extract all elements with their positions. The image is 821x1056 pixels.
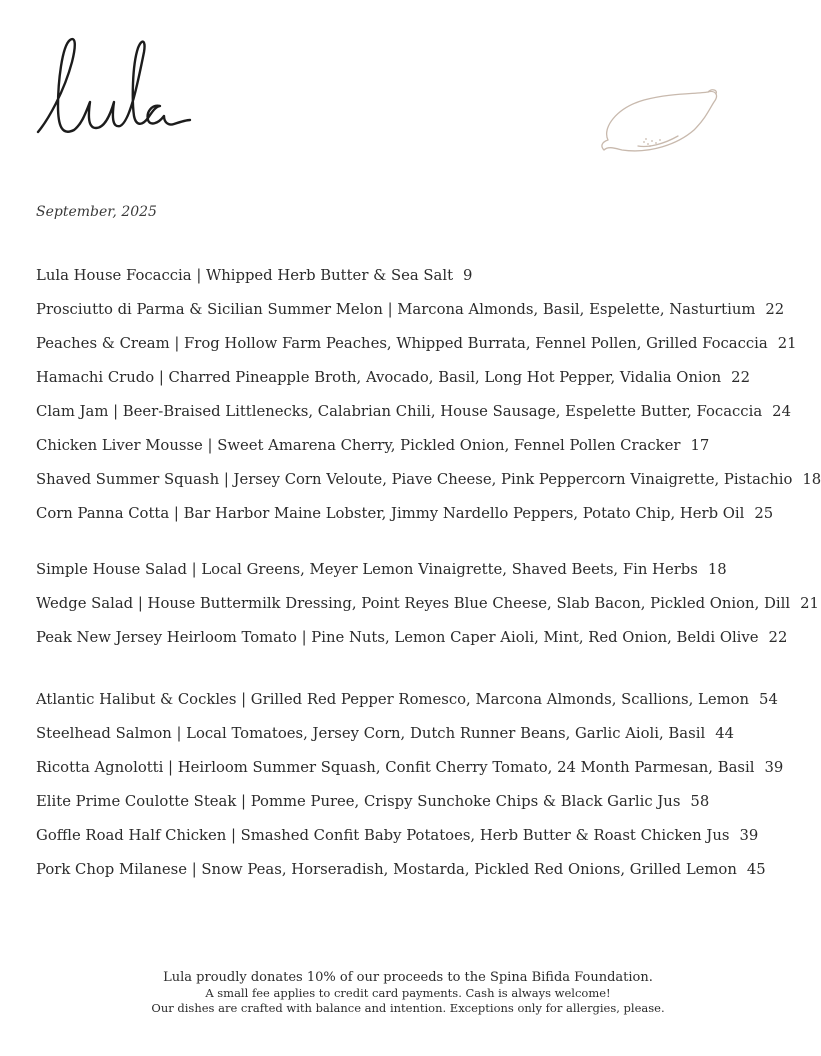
item-name: Pork Chop Milanese | Snow Peas, Horseradish, Mostarda, Pickled Red Onions, Grilled Lemon [36, 861, 737, 878]
menu-item [36, 826, 796, 860]
item-name: Peaches & Cream | Frog Hollow Farm Peaches, Whipped Burrata, Fennel Pollen, Grilled Focaccia [36, 335, 768, 352]
item-price: 54 [759, 691, 778, 708]
item-name: Ricotta Agnolotti | Heirloom Summer Squash, Confit Cherry Tomato, 24 Month Parmesan, Basil [36, 759, 755, 776]
menu-item [36, 860, 796, 894]
item-name: Goffle Road Half Chicken | Smashed Confit Baby Potatoes, Herb Butter & Roast Chicken Jus [36, 827, 730, 844]
item-price: 24 [772, 403, 791, 420]
menu-item [36, 300, 796, 334]
item-price: 18 [707, 561, 727, 578]
menu-item [36, 334, 796, 368]
item-price: 21 [777, 335, 797, 352]
footer-allergy-note: Our dishes are crafted with balance and intention. Exceptions only for allergies, please. [151, 1001, 665, 1015]
item-price: 18 [802, 471, 821, 488]
item-price: 17 [690, 437, 710, 454]
item-name: Shaved Summer Squash | Jersey Corn Veloute, Piave Cheese, Pink Peppercorn Vinaigrette, Pistachio [36, 471, 793, 488]
item-price: 58 [690, 793, 710, 810]
item-name: Peak New Jersey Heirloom Tomato | Pine Nuts, Lemon Caper Aioli, Mint, Red Onion, Beldi Olive [36, 629, 759, 646]
menu-item [36, 628, 796, 662]
item-name: Clam Jam | Beer-Braised Littlenecks, Calabrian Chili, House Sausage, Espelette Butter, Focaccia [36, 403, 763, 420]
item-price: 21 [800, 595, 819, 612]
menu-section-starters [36, 266, 821, 538]
item-name: Chicken Liver Mousse | Sweet Amarena Cherry, Pickled Onion, Fennel Pollen Cracker [36, 437, 681, 454]
menu-section-mains [36, 690, 796, 894]
menu-date: September, 2025 [36, 204, 157, 220]
item-name: Hamachi Crudo | Charred Pineapple Broth, Avocado, Basil, Long Hot Pepper, Vidalia Onion [36, 369, 722, 386]
lemon-decoration [598, 88, 722, 158]
item-price: 45 [746, 861, 766, 878]
lula-logo [34, 32, 194, 144]
item-name: Wedge Salad | House Buttermilk Dressing, Point Reyes Blue Cheese, Slab Bacon, Pickled Onion, Dill [36, 595, 791, 612]
menu-item [36, 266, 796, 300]
menu-item [36, 368, 796, 402]
item-price: 44 [715, 725, 735, 742]
menu-item [36, 470, 821, 504]
menu-item [36, 594, 819, 628]
item-name: Steelhead Salmon | Local Tomatoes, Jersey Corn, Dutch Runner Beans, Garlic Aioli, Basil [36, 725, 706, 742]
menu-item [36, 758, 796, 792]
item-name: Simple House Salad | Local Greens, Meyer Lemon Vinaigrette, Shaved Beets, Fin Herbs [36, 561, 698, 578]
item-price: 25 [754, 505, 774, 522]
item-price: 22 [768, 629, 788, 646]
menu-item [36, 690, 796, 724]
item-name: Atlantic Halibut & Cockles | Grilled Red Pepper Romesco, Marcona Almonds, Scallions, Lemon [36, 691, 750, 708]
menu-item [36, 504, 796, 538]
item-name: Lula House Focaccia | Whipped Herb Butter & Sea Salt [36, 267, 454, 284]
item-price: 39 [764, 759, 784, 776]
footer-payment-note: A small fee applies to credit card payments. Cash is always welcome! [205, 986, 611, 1000]
lula-script-logo-icon [34, 32, 194, 144]
menu-item [36, 724, 796, 758]
menu-section-salads [36, 560, 819, 662]
menu-item [36, 792, 796, 826]
item-price: 9 [463, 267, 473, 284]
item-name: Elite Prime Coulotte Steak | Pomme Puree, Crispy Sunchoke Chips & Black Garlic Jus [36, 793, 681, 810]
item-price: 22 [731, 369, 750, 386]
item-name: Prosciutto di Parma & Sicilian Summer Melon | Marcona Almonds, Basil, Espelette, Nasturtium [36, 301, 756, 318]
menu-item [36, 436, 796, 470]
lemon-icon [598, 88, 722, 158]
item-name: Corn Panna Cotta | Bar Harbor Maine Lobster, Jimmy Nardello Peppers, Potato Chip, Herb Oil [36, 505, 745, 522]
menu-item [36, 402, 796, 436]
footer-donation-note: Lula proudly donates 10% of our proceeds to the Spina Bifida Foundation. [163, 970, 653, 985]
item-price: 39 [739, 827, 759, 844]
menu-item [36, 560, 796, 594]
item-price: 22 [765, 301, 785, 318]
menu-footer [0, 970, 816, 1016]
